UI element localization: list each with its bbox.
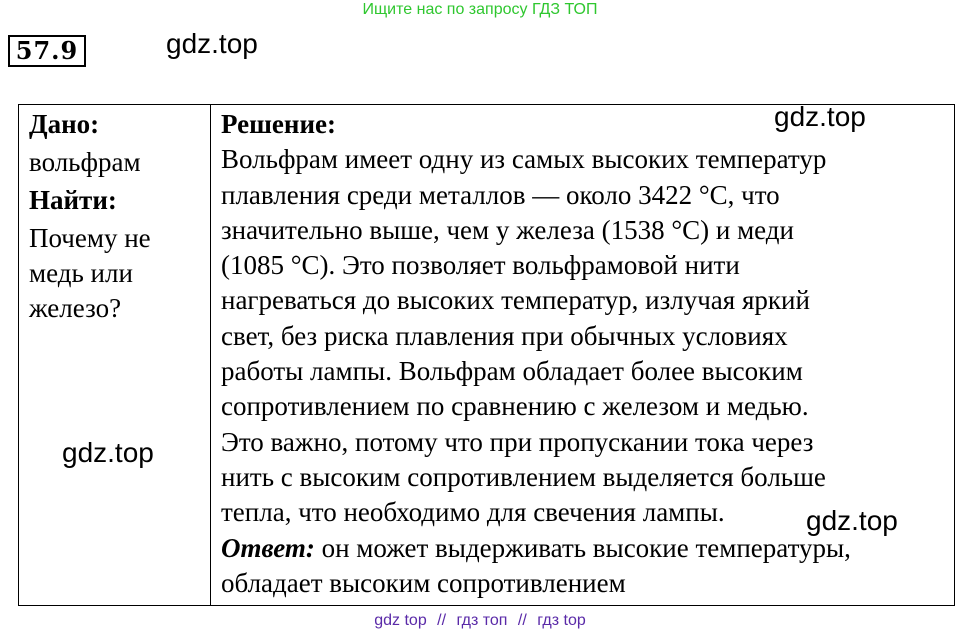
given-column xyxy=(29,107,204,326)
problem-number: 57.9 xyxy=(8,35,86,67)
solution-line: тепла, что необходимо для свечения лампы. xyxy=(221,497,725,528)
footer-link[interactable]: gdz top xyxy=(374,612,427,629)
solution-heading: Решение: xyxy=(221,109,336,139)
top-banner: Ищите нас по запросу ГДЗ ТОП xyxy=(362,1,598,18)
watermark: gdz.top xyxy=(774,101,866,132)
given-heading: Дано: xyxy=(29,109,100,139)
given-value: вольфрам xyxy=(29,147,141,177)
answer xyxy=(221,531,946,602)
solution-line: плавления среди металлов — около 3422 °С, что xyxy=(221,179,780,210)
solution-text xyxy=(221,142,946,530)
solution-line: нить с высоким сопротивлением выделяется больше xyxy=(221,461,826,492)
solution-line: свет, без риска плавления при обычных условиях xyxy=(221,320,788,351)
solution-line: нагреваться до высоких температур, излучая яркий xyxy=(221,285,810,316)
watermark: gdz.top xyxy=(166,28,258,59)
answer-line: обладает высоким сопротивлением xyxy=(221,567,626,598)
footer-link[interactable]: гдз top xyxy=(537,612,586,629)
find-line: железо? xyxy=(29,293,122,323)
column-divider xyxy=(210,105,211,605)
footer-separator: // xyxy=(517,612,527,629)
find-question xyxy=(29,221,204,326)
solution-line: сопротивлением по сравнению с железом и медью. xyxy=(221,391,809,422)
solution-line: (1085 °С). Это позволяет вольфрамовой нити xyxy=(221,250,740,281)
solution-line: значительно выше, чем у железа (1538 °С) и меди xyxy=(221,214,794,245)
footer-link[interactable]: гдз топ xyxy=(456,612,508,629)
watermark: gdz.top xyxy=(62,437,154,468)
find-line: медь или xyxy=(29,258,133,288)
solution-line: работы лампы. Вольфрам обладает более высоким xyxy=(221,356,803,387)
find-heading: Найти: xyxy=(29,185,117,215)
footer-links xyxy=(0,612,960,630)
footer-separator: // xyxy=(437,612,447,629)
answer-text: он может выдерживать высокие температуры, xyxy=(314,532,851,563)
solution-line: Это важно, потому что при пропускании тока через xyxy=(221,426,814,457)
solution-line: Вольфрам имеет одну из самых высоких температур xyxy=(221,144,827,175)
answer-label: Ответ: xyxy=(221,532,315,563)
find-line: Почему не xyxy=(29,223,151,253)
watermark: gdz.top xyxy=(806,505,898,536)
